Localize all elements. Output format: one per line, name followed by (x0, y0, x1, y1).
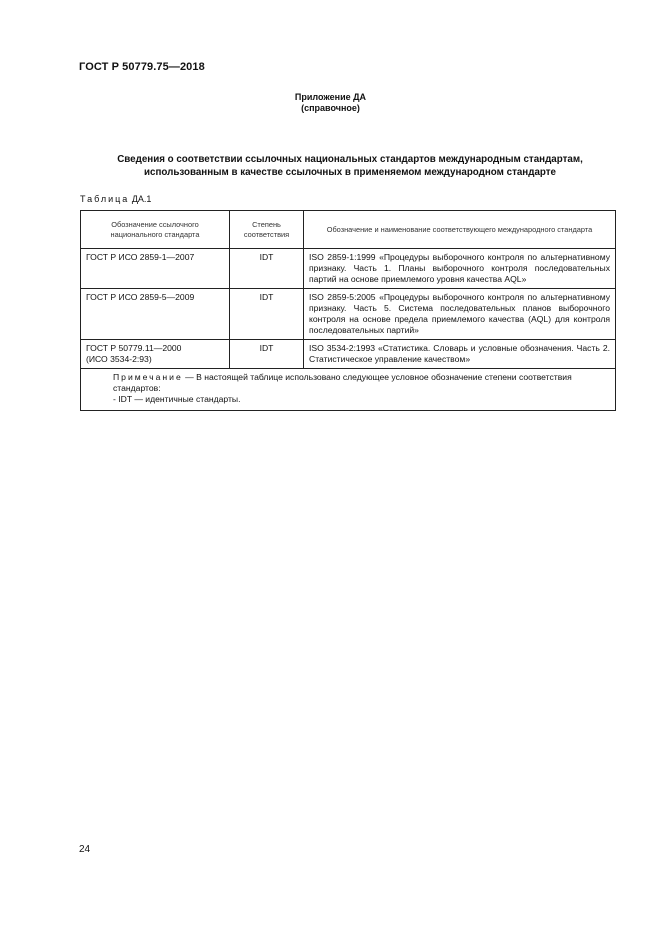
national-standard-code: ГОСТ Р ИСО 2859-1—2007 (86, 252, 195, 262)
section-title (60, 153, 640, 179)
section-title-line-2: использованным в качестве ссылочных в применяемом международном стандарте (143, 167, 556, 178)
table-caption (80, 194, 151, 204)
degree-cell: IDT (230, 249, 304, 289)
table-row (81, 340, 616, 369)
header-national-standard: Обозначение ссылочного национального стандарта (81, 211, 230, 249)
international-standard-cell: ISO 2859-1:1999 «Процедуры выборочного контроля по альтернативному признаку. Часть 1. Планы выборочного контроля последовательных партий на основе приемлемого уровня качества AQL» (304, 249, 616, 289)
international-standard-cell: ISO 3534-2:1993 «Статистика. Словарь и условные обозначения. Часть 2. Статистическое управление качеством» (304, 340, 616, 369)
national-standard-code: ГОСТ Р ИСО 2859-5—2009 (86, 292, 195, 302)
table-header-row (81, 211, 616, 249)
national-standard-code: ГОСТ Р 50779.11—2000 (86, 343, 182, 353)
note-body: — В настоящей таблице использовано следующее условное обозначение степени соответствия стандартов: (113, 372, 572, 393)
header-degree: Степень соответствия (230, 211, 304, 249)
national-standard-cell (81, 340, 230, 369)
table-note (81, 369, 616, 411)
note-text (87, 372, 609, 394)
degree-cell: IDT (230, 340, 304, 369)
table-caption-id: ДА.1 (131, 194, 152, 204)
table-row (81, 289, 616, 340)
table-row (81, 249, 616, 289)
national-standard-cell (81, 289, 230, 340)
document-code: ГОСТ Р 50779.75—2018 (79, 61, 205, 73)
appendix-subtitle: (справочное) (301, 103, 360, 113)
header-international-standard: Обозначение и наименование соответствующего международного стандарта (304, 211, 616, 249)
table-note-row (81, 369, 616, 411)
appendix-heading (0, 92, 661, 114)
note-item: - IDT — идентичные стандарты. (113, 394, 241, 404)
table-caption-word: Таблица (80, 194, 130, 204)
page-number: 24 (79, 844, 91, 855)
international-standard-cell: ISO 2859-5:2005 «Процедуры выборочного контроля по альтернативному признаку. Часть 5. Система последовательных планов выборочного контроля на основе предела приемлемого качества (AQL) для контроля последовательных партий» (304, 289, 616, 340)
degree-cell: IDT (230, 289, 304, 340)
reference-table (80, 210, 616, 411)
section-title-line-1: Сведения о соответствии ссылочных национальных стандартов международным стандартам, (117, 154, 583, 165)
national-standard-cell (81, 249, 230, 289)
appendix-title: Приложение ДА (294, 92, 367, 102)
national-standard-equivalent: (ИСО 3534-2:93) (86, 354, 152, 364)
note-label: Примечание (113, 372, 183, 382)
